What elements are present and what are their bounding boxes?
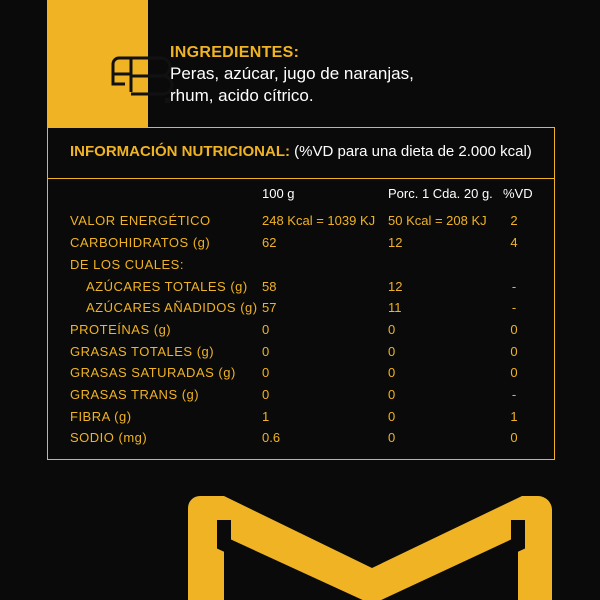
row-label: GRASAS TOTALES (g) [70, 344, 215, 359]
ingredients-line-2: rhum, acido cítrico. [170, 86, 314, 105]
header-vd: %VD [503, 186, 533, 201]
row-value-100g: 0 [262, 387, 270, 402]
row-label: VALOR ENERGÉTICO [70, 213, 211, 228]
row-value-vd: - [511, 300, 517, 315]
row-value-100g: 0 [262, 365, 270, 380]
table-row [48, 407, 554, 427]
brand-band [47, 0, 148, 127]
header-portion: Porc. 1 Cda. 20 g. [388, 186, 493, 201]
row-value-portion: 0 [388, 409, 396, 424]
row-value-portion: 0 [388, 344, 396, 359]
row-value-100g: 62 [262, 235, 277, 250]
row-value-vd: 0 [510, 322, 518, 337]
table-row [48, 342, 554, 362]
header-100g: 100 g [262, 186, 295, 201]
row-label: AZÚCARES TOTALES (g) [86, 279, 248, 294]
row-value-portion: 11 [388, 300, 402, 315]
brand-monogram-icon [109, 50, 179, 110]
row-label: FIBRA (g) [70, 409, 132, 424]
row-value-100g: 0.6 [262, 430, 281, 445]
nutrition-title-sub: (%VD para una dieta de 2.000 kcal) [289, 143, 532, 160]
table-row [48, 277, 554, 297]
table-row [48, 363, 554, 383]
row-label: GRASAS TRANS (g) [70, 387, 200, 402]
row-label: SODIO (mg) [70, 430, 148, 445]
column-headers [48, 184, 554, 204]
table-row [48, 211, 554, 231]
table-row [48, 320, 554, 340]
row-value-100g: 248 Kcal = 1039 KJ [262, 213, 376, 228]
row-value-portion: 0 [388, 322, 396, 337]
ingredients-block [170, 43, 570, 107]
row-label: GRASAS SATURADAS (g) [70, 365, 236, 380]
row-value-100g: 57 [262, 300, 277, 315]
table-row [48, 233, 554, 253]
row-value-portion: 12 [388, 235, 403, 250]
row-value-100g: 58 [262, 279, 277, 294]
row-label: CARBOHIDRATOS (g) [70, 235, 211, 250]
table-row [48, 255, 554, 275]
row-label: AZÚCARES AÑADIDOS (g) [86, 300, 258, 315]
nutrition-header [48, 128, 554, 179]
row-value-vd: 0 [510, 430, 518, 445]
row-value-vd: 4 [510, 235, 518, 250]
table-row [48, 298, 554, 318]
table-row [48, 428, 554, 448]
ingredients-line-1: Peras, azúcar, jugo de naranjas, [170, 64, 414, 83]
row-value-vd: 0 [510, 344, 518, 359]
row-value-portion: 0 [388, 387, 396, 402]
nutrition-title [70, 143, 532, 160]
row-value-vd: - [511, 387, 517, 402]
row-value-portion: 12 [388, 279, 403, 294]
nutrition-table [47, 127, 555, 460]
row-value-portion: 0 [388, 430, 396, 445]
ingredients-title: INGREDIENTES: [170, 44, 300, 61]
row-value-portion: 50 Kcal = 208 KJ [388, 213, 487, 228]
row-value-vd: 0 [510, 365, 518, 380]
row-label: PROTEÍNAS (g) [70, 322, 172, 337]
row-value-portion: 0 [388, 365, 396, 380]
row-label: DE LOS CUALES: [70, 257, 184, 272]
row-value-vd: 2 [510, 213, 518, 228]
nutrition-title-main: INFORMACIÓN NUTRICIONAL: [70, 143, 290, 160]
row-value-100g: 1 [262, 409, 270, 424]
table-row [48, 385, 554, 405]
brand-m-logo-icon [188, 492, 558, 600]
row-value-vd: - [511, 279, 517, 294]
row-value-100g: 0 [262, 344, 270, 359]
row-value-100g: 0 [262, 322, 270, 337]
row-value-vd: 1 [510, 409, 518, 424]
